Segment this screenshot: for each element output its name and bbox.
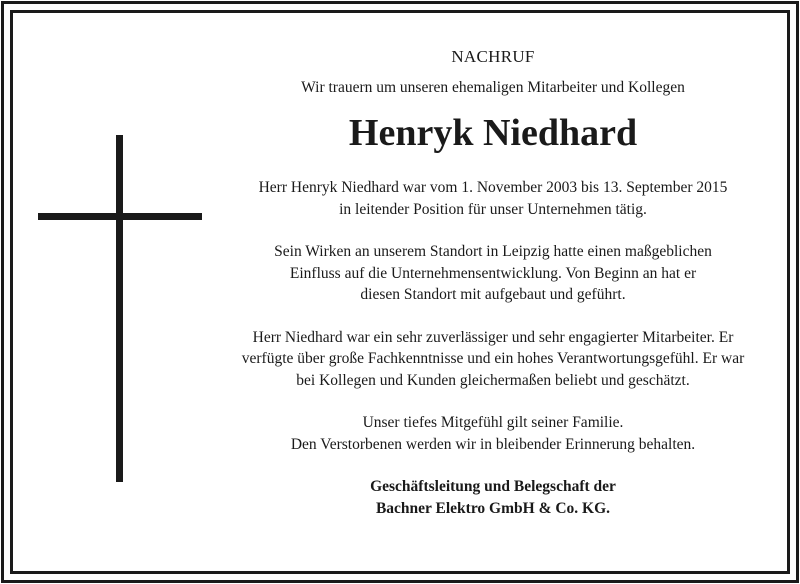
cross-horizontal-bar: [38, 213, 202, 220]
obituary-heading: NACHRUF: [451, 47, 535, 66]
paragraph-condolence: [200, 412, 786, 455]
paragraph-impact: [200, 241, 786, 306]
paragraph-character: [200, 327, 786, 392]
text-line: Einfluss auf die Unternehmensentwicklung. Von Beginn an hat er: [289, 264, 697, 282]
signature-line: Bachner Elektro GmbH & Co. KG.: [375, 499, 611, 517]
signature-line: Geschäftsleitung und Belegschaft der: [370, 478, 616, 495]
text-line: Herr Niedhard war ein sehr zuverlässiger und sehr engagierter Mitarbeiter. Er: [252, 328, 734, 346]
paragraph-tenure: [200, 177, 786, 220]
text-line: verfügte über große Fachkenntnisse und ein hohes Verantwortungsgefühl. Er war: [241, 350, 745, 367]
text-line: Herr Henryk Niedhard war vom 1. November 2003 bis 13. September 2015: [258, 179, 728, 196]
text-line: Sein Wirken an unserem Standort in Leipzig hatte einen maßgeblichen: [274, 243, 712, 260]
text-line: in leitender Position für unser Unternehmen tätig.: [339, 200, 647, 218]
text-line: bei Kollegen und Kunden gleichermaßen beliebt und geschätzt.: [296, 371, 690, 389]
text-line: Den Verstorbenen werden wir in bleibender Erinnerung behalten.: [290, 435, 696, 453]
text-line: Unser tiefes Mitgefühl gilt seiner Familie.: [362, 414, 624, 431]
obituary-content: [200, 46, 786, 519]
signature-block: [200, 476, 786, 519]
cross-vertical-bar: [116, 135, 123, 482]
text-line: diesen Standort mit aufgebaut und geführt.: [360, 286, 626, 303]
deceased-name: Henryk Niedhard: [348, 112, 638, 154]
obituary-subtitle: Wir trauern um unseren ehemaligen Mitarbeiter und Kollegen: [301, 79, 685, 96]
